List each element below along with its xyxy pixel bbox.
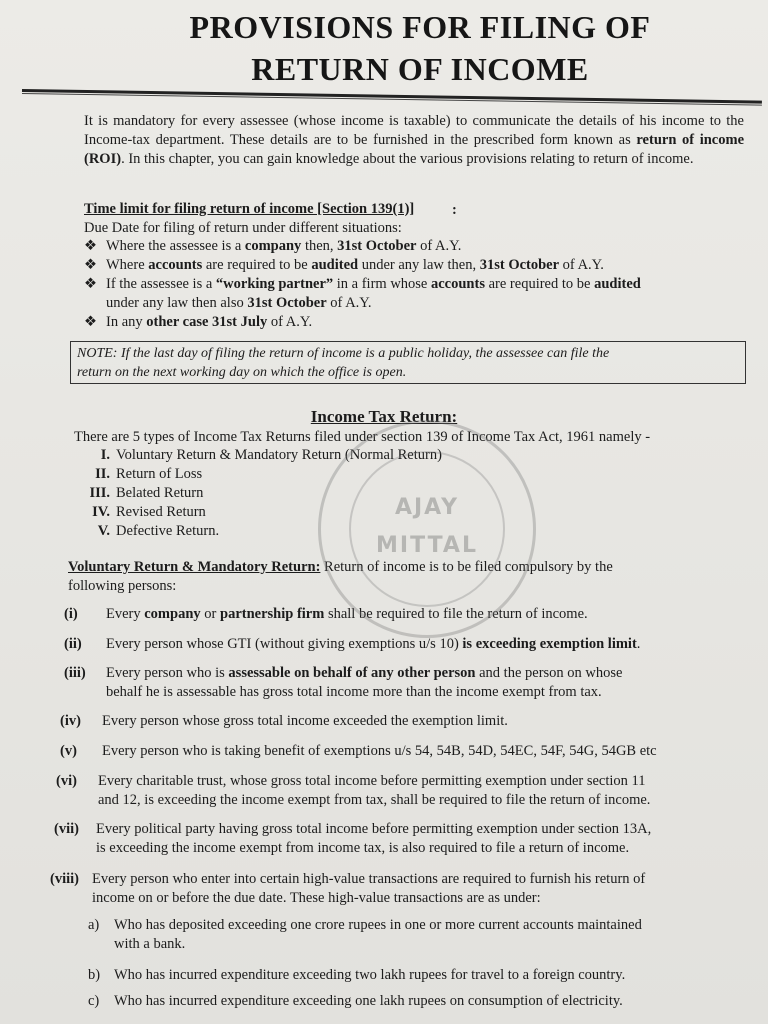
list-item-number: (v) <box>60 743 77 759</box>
diamond-bullet-icon: ❖ <box>84 238 97 254</box>
list-item-number: (iv) <box>60 713 81 729</box>
sub-list-item <box>88 916 642 935</box>
list-item-text: Every company or partnership firm shall be required to file the return of income. <box>106 606 588 622</box>
sub-list-item <box>88 966 625 985</box>
bullet-text: then, <box>301 238 338 254</box>
page-title <box>80 6 760 90</box>
bullet-text: Where the assessee is a <box>106 238 245 254</box>
time-limit-heading-text: Time limit for filing return of income [Section 139(1)] <box>84 201 415 217</box>
bullet-bold: audited <box>594 276 641 292</box>
sub-list-item <box>88 992 623 1011</box>
sub-list-item-letter: b) <box>88 967 101 983</box>
stamp-text-ajay: AJAY <box>394 495 460 520</box>
intro-bold-roi: return of income (ROI) <box>84 132 744 167</box>
list-item <box>54 820 651 839</box>
itr-intro: There are 5 types of Income Tax Returns filed under section 139 of Income Tax Act, 1961 namely - <box>74 429 651 445</box>
bullet-other-case <box>84 313 312 332</box>
title-underline <box>22 89 762 104</box>
intro-paragraph <box>84 112 744 169</box>
itr-type-number: IV. <box>92 504 110 520</box>
sub-list-item-letter: a) <box>88 917 100 933</box>
bullet-text: Where <box>106 257 149 273</box>
itr-type-number: I. <box>100 447 110 463</box>
voluntary-heading: Voluntary Return & Mandatory Return: <box>68 559 321 575</box>
title-line-1: PROVISIONS FOR FILING OF <box>189 9 651 45</box>
itr-type-1 <box>76 446 442 465</box>
due-date-subheading: Due Date for filing of return under different situations: <box>84 220 402 236</box>
bullet-bold: “working partner” <box>215 276 334 292</box>
bullet-text: If the assessee is a <box>106 276 216 292</box>
list-item-text-cont: behalf he is assessable has gross total income more than the income exempt from tax. <box>106 684 602 700</box>
bullet-text: of A.Y. <box>559 257 604 273</box>
list-item-text: Every charitable trust, whose gross total income before permitting exemption under section 11 <box>98 773 646 789</box>
bullet-text: under any law then, <box>358 257 480 273</box>
bullet-text: In any <box>106 314 147 330</box>
itr-type-4 <box>76 503 206 522</box>
itr-type-label: Voluntary Return & Mandatory Return (Normal Return) <box>116 447 442 463</box>
bullet-text: in a firm whose <box>333 276 431 292</box>
intro-text-2: . In this chapter, you can gain knowledge about the various provisions relating to return of income. <box>121 151 694 167</box>
itr-heading: Income Tax Return: <box>310 407 458 426</box>
itr-type-label: Return of Loss <box>116 466 203 482</box>
bullet-text: are required to be <box>484 276 595 292</box>
bullet-text: are required to be <box>202 257 312 273</box>
list-item <box>60 712 508 731</box>
bullet-text: of A.Y. <box>416 238 462 254</box>
list-item <box>64 605 588 624</box>
bullet-text: of A.Y. <box>326 295 372 311</box>
bullet-bold: 31st October <box>247 295 327 311</box>
intro-text-1: It is mandatory for every assessee (whose income is taxable) to communicate the details of his income to the Income-tax department. These details are to be furnished in the prescribed form known as <box>84 113 744 148</box>
sub-list-item-text-cont: with a bank. <box>114 936 186 952</box>
itr-type-5 <box>76 522 219 541</box>
list-item-text: Every person who enter into certain high-value transactions are required to furnish his return of <box>92 871 646 887</box>
list-item-text: Every person whose gross total income exceeded the exemption limit. <box>102 713 508 729</box>
sub-list-item-text: Who has deposited exceeding one crore rupees in one or more current accounts maintained <box>114 917 642 933</box>
itr-type-label: Defective Return. <box>116 523 220 539</box>
stamp-inner-ring <box>349 451 505 607</box>
bullet-bold: audited <box>311 257 359 273</box>
list-item-text-cont: is exceeding the income exempt from income tax, is also required to file a return of income. <box>96 840 630 856</box>
voluntary-heading-line <box>68 558 613 577</box>
voluntary-text-2: following persons: <box>68 578 177 594</box>
list-item-number: (iii) <box>64 665 86 681</box>
list-item <box>64 635 640 654</box>
voluntary-text: Return of income is to be filed compulsory by the <box>320 559 613 575</box>
list-item-number: (vi) <box>56 773 77 789</box>
time-limit-colon: : <box>452 202 457 218</box>
itr-type-2 <box>76 465 202 484</box>
note-line-2: return on the next working day on which the office is open. <box>77 365 407 380</box>
bullet-bold: company <box>244 238 302 254</box>
bullet-bold: 31st October <box>479 257 560 273</box>
list-item-number: (vii) <box>54 821 79 837</box>
bullet-working-partner <box>84 275 641 294</box>
sub-list-item-text: Who has incurred expenditure exceeding one lakh rupees on consumption of electricity. <box>114 993 623 1009</box>
bullet-bold: 31st October <box>337 238 417 254</box>
diamond-bullet-icon: ❖ <box>84 314 97 330</box>
note-box <box>70 341 746 384</box>
bullet-working-partner-cont <box>106 294 372 313</box>
diamond-bullet-icon: ❖ <box>84 276 97 292</box>
list-item-text: Every person whose GTI (without giving exemptions u/s 10) is exceeding exemption limit. <box>106 636 641 652</box>
itr-type-label: Belated Return <box>116 485 204 501</box>
title-line-2: RETURN OF INCOME <box>251 51 589 87</box>
sub-list-item-letter: c) <box>88 993 100 1009</box>
bullet-bold: accounts <box>431 276 485 292</box>
note-line-1: NOTE: If the last day of filing the return of income is a public holiday, the assessee can file the <box>77 346 610 361</box>
list-item-text: Every political party having gross total income before permitting exemption under section 13A, <box>96 821 652 837</box>
bullet-text: of A.Y. <box>267 314 313 330</box>
itr-type-number: V. <box>97 523 110 539</box>
list-item-number: (ii) <box>64 636 82 652</box>
itr-type-number: II. <box>95 466 110 482</box>
list-item <box>64 664 622 683</box>
sub-list-item-text: Who has incurred expenditure exceeding two lakh rupees for travel to a foreign country. <box>114 967 626 983</box>
list-item-number: (i) <box>64 606 78 622</box>
diamond-bullet-icon: ❖ <box>84 257 97 273</box>
list-item <box>56 772 646 791</box>
itr-type-label: Revised Return <box>116 504 206 520</box>
bullet-bold: accounts <box>148 257 203 273</box>
list-item <box>60 742 657 761</box>
itr-type-number: III. <box>89 485 110 501</box>
list-item <box>50 870 645 889</box>
bullet-audited <box>84 256 604 275</box>
stamp-text-mittal: MITTAL <box>376 533 478 558</box>
list-item-text-cont: income on or before the due date. These high-value transactions are as under: <box>92 890 541 906</box>
list-item-text-cont: and 12, is exceeding the income exempt from tax, shall be required to file the return of income. <box>98 792 651 808</box>
itr-type-3 <box>76 484 203 503</box>
list-item-number: (viii) <box>50 871 79 887</box>
bullet-bold: other case 31st July <box>146 314 268 330</box>
bullet-text: under any law then also <box>106 295 248 311</box>
bullet-company <box>84 237 461 256</box>
list-item-text: Every person who is taking benefit of exemptions u/s 54, 54B, 54D, 54EC, 54F, 54G, 54GB etc <box>102 743 657 759</box>
list-item-text: Every person who is assessable on behalf of any other person and the person on whose <box>106 665 623 681</box>
time-limit-heading <box>84 201 414 218</box>
